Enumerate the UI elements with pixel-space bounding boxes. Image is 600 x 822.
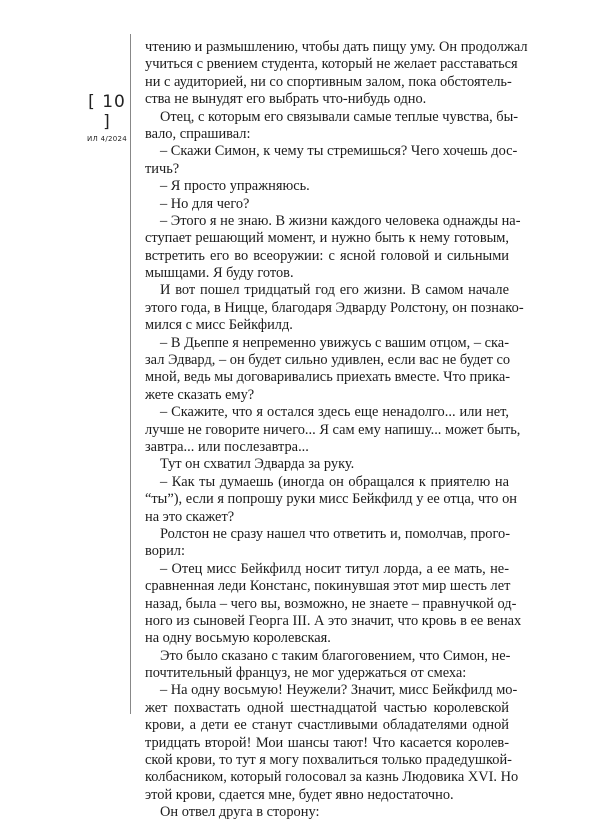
text-line: лучше не говорите ничего... Я сам ему напишу... может быть, — [145, 421, 521, 438]
text-line: тичь? — [145, 160, 180, 177]
text-line: мышцами. Я буду готов. — [145, 265, 294, 282]
text-line: Тут он схватил Эдварда за руку. — [160, 456, 355, 473]
text-line: мился с мисс Бейкфилд. — [145, 317, 293, 334]
text-line: жет похвастать одной шестнадцатой частью королевской — [145, 699, 509, 716]
text-line: Это было сказано с таким благоговением, что Симон, не- — [160, 647, 511, 664]
paragraph — [145, 804, 509, 821]
paragraph — [145, 526, 509, 561]
paragraph — [145, 682, 519, 804]
text-line: чтению и размышлению, чтобы дать пищу уму. Он продолжал — [145, 39, 528, 55]
paragraph — [145, 404, 521, 456]
text-line: встретить его во всеоружии: с ясной головой и сильными — [145, 247, 509, 264]
text-line: назад, была – чего вы, возможно, не знаете – правнучкой од- — [145, 595, 517, 612]
text-line: учиться с рвением студента, который не желает расставаться — [145, 56, 518, 73]
text-line: – Отец мисс Бейкфилд носит титул лорда, а ее мать, не- — [160, 560, 509, 577]
paragraph — [145, 456, 509, 473]
text-line: ства не вынудят его выбрать что-нибудь одно. — [145, 91, 427, 108]
page-number: [ 10 ] — [88, 92, 126, 132]
text-line: мной, ведь мы договаривались приехать вместе. Что прика- — [145, 369, 511, 386]
text-line: завтра... или послезавтра... — [145, 438, 309, 455]
text-line: колбасником, который голосовал за казнь Людовика XVI. Но — [145, 769, 519, 786]
paragraph — [145, 560, 522, 648]
text-line: жете сказать ему? — [145, 386, 255, 403]
text-line: на одну восьмую королевская. — [145, 630, 331, 647]
text-line: Отец, с которым его связывали самые теплые чувства, бы- — [160, 108, 519, 125]
text-line: ской крови, то тут я могу похвалиться только прадедушкой- — [145, 752, 512, 769]
issue-label: ИЛ 4/2024 — [86, 135, 128, 143]
paragraph — [145, 108, 519, 144]
paragraph — [145, 212, 521, 283]
text-line: вало, спрашивал: — [145, 125, 251, 142]
text-line: ступает решающий момент, и нужно быть к нему готовым, — [145, 230, 509, 247]
text-line: – Скажи Симон, к чему ты стремишься? Чего хочешь дос- — [160, 143, 518, 160]
text-line: этой крови, сдается мне, будет явно недостаточно. — [145, 786, 454, 803]
text-line: на это скажет? — [145, 508, 235, 525]
text-line: – Этого я не знаю. В жизни каждого человека однажды на- — [160, 212, 521, 229]
text-line: ного из сыновей Георга III. А это значит, что кровь в ее венах — [145, 612, 522, 629]
paragraph — [145, 335, 509, 405]
text-line: – В Дьеппе я непременно увижусь с вашим отцом, – ска- — [160, 334, 509, 351]
text-line: – Скажите, что я остался здесь еще ненадолго... или нет, — [160, 404, 509, 421]
text-line: – Как ты думаешь (иногда он обращался к приятелю на — [160, 473, 509, 490]
text-line: этого года, в Ницце, благодаря Эдварду Ролстону, он познако- — [145, 299, 524, 316]
body-text — [145, 39, 528, 822]
text-line: почтительный француз, не мог удержаться от смеха: — [145, 665, 467, 682]
text-line: – На одну восьмую! Неужели? Значит, мисс Бейкфилд мо- — [160, 682, 518, 699]
text-line: – Но для чего? — [160, 195, 250, 212]
paragraph — [145, 39, 528, 109]
text-line: тридцать второй! Мои шансы тают! Что касается королев- — [145, 734, 509, 751]
text-line: – Я просто упражняюсь. — [160, 178, 310, 195]
paragraph — [145, 648, 509, 683]
text-line: Он отвел друга в сторону: — [160, 804, 320, 821]
paragraph — [145, 196, 509, 213]
text-line: ни с аудиторией, ни со спортивным залом, пока обстоятель- — [145, 73, 512, 90]
page-marker — [84, 92, 130, 143]
paragraph — [145, 282, 524, 334]
margin-rule — [130, 34, 131, 714]
text-line: крови, а дети ее станут счастливыми обладателями одной — [145, 717, 509, 734]
paragraph — [145, 178, 509, 195]
text-line: И вот пошел тридцатый год его жизни. В самом начале — [160, 282, 509, 299]
text-line: сравненная леди Констанс, покинувшая этот мир шесть лет — [145, 578, 511, 595]
text-line: “ты”), если я попрошу руки мисс Бейкфилд у ее отца, что он — [145, 491, 517, 508]
paragraph — [145, 473, 517, 526]
text-line: Ролстон не сразу нашел что ответить и, помолчав, прого- — [160, 525, 510, 542]
paragraph — [145, 143, 518, 178]
text-line: зал Эдвард, – он будет сильно удивлен, если вас не будет со — [145, 352, 511, 369]
text-line: ворил: — [145, 543, 185, 560]
